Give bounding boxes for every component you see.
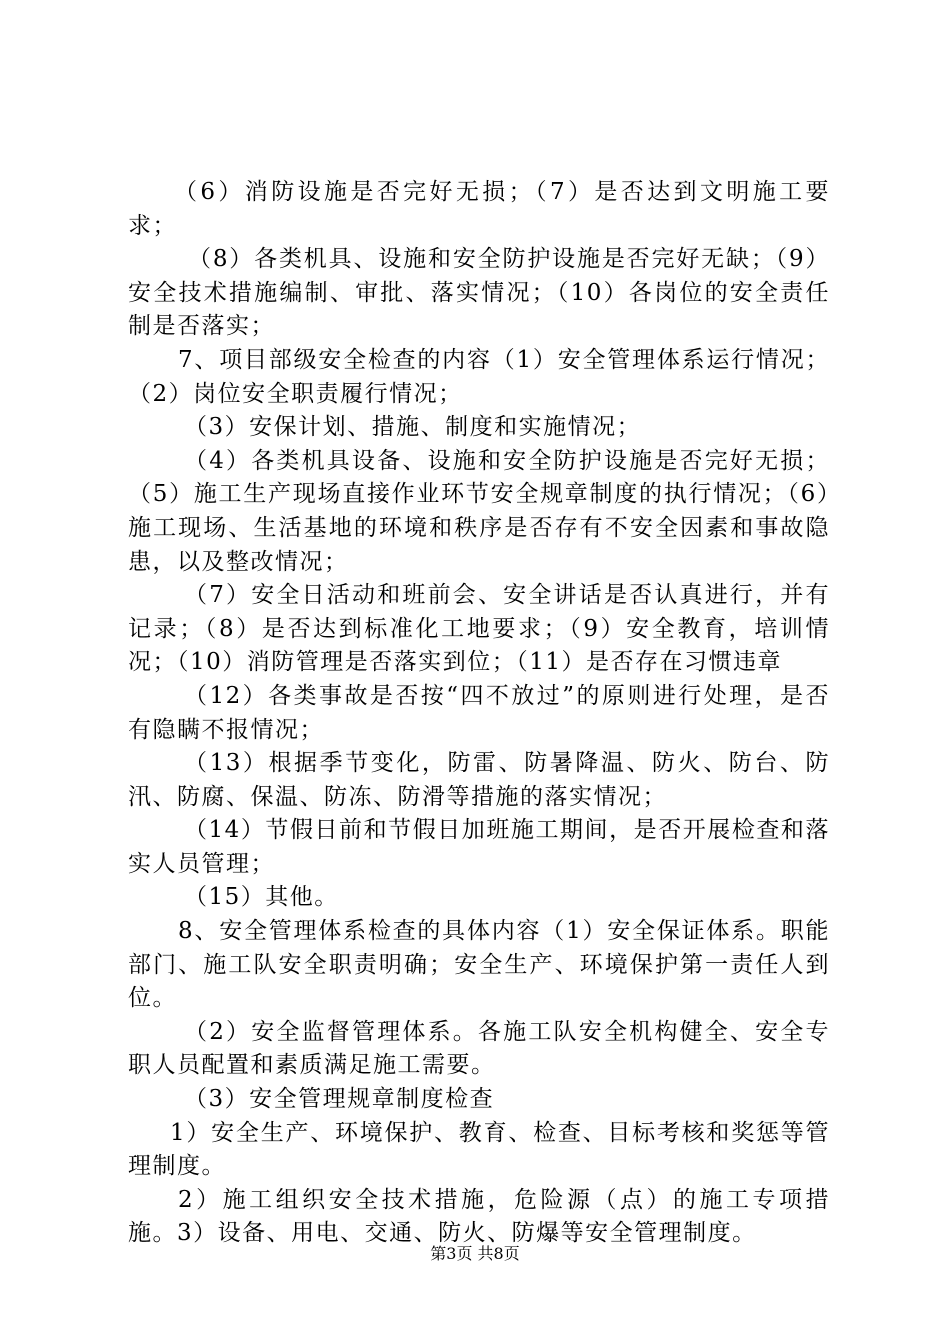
- paragraph: （6）消防设施是否完好无损；（7）是否达到文明施工要求；: [128, 179, 830, 239]
- paragraph: 7、项目部级安全检查的内容（1）安全管理体系运行情况；（2）岗位安全职责履行情况；: [128, 346, 830, 407]
- paragraph: 2）施工组织安全技术措施，危险源（点）的施工专项措施。3）设备、用电、交通、防火、防爆等安全管理制度。: [128, 1186, 830, 1247]
- paragraph: （3）安全管理规章制度检查: [184, 1086, 495, 1113]
- paragraph: （8）各类机具、设施和安全防护设施是否完好无缺；（9）安全技术措施编制、审批、落实情况；（10）各岗位的安全责任制是否落实；: [128, 246, 830, 340]
- paragraph: （14）节假日前和节假日加班施工期间，是否开展检查和落实人员管理；: [128, 817, 830, 877]
- paragraph: （15）其他。: [184, 884, 339, 911]
- page-footer: [0, 1244, 950, 1264]
- paragraph: （4）各类机具设备、设施和安全防护设施是否完好无损；（5）施工生产现场直接作业环节安全规章制度的执行情况；（6）施工现场、生活基地的环境和秩序是否存有不安全因素和事故隐患，以及整改情况；: [128, 447, 830, 575]
- paragraph: （12）各类事故是否按“四不放过”的原则进行处理，是否有隐瞒不报情况；: [128, 682, 830, 743]
- paragraph: （7）安全日活动和班前会、安全讲话是否认真进行，并有记录；（8）是否达到标准化工地要求；（9）安全教育，培训情况；（10）消防管理是否落实到位；（11）是否存在习惯违章: [128, 582, 830, 676]
- page-number-label: 第3页 共8页: [430, 1244, 520, 1263]
- paragraph: （2）安全监督管理体系。各施工队安全机构健全、安全专职人员配置和素质满足施工需要。: [128, 1018, 830, 1079]
- paragraph: （13）根据季节变化，防雷、防暑降温、防火、防台、防汛、防腐、保温、防冻、防滑等措施的落实情况；: [128, 750, 830, 810]
- paragraph: 8、安全管理体系检查的具体内容（1）安全保证体系。职能部门、施工队安全职责明确；安全生产、环境保护第一责任人到位。: [128, 918, 830, 1012]
- document-body: [128, 176, 830, 1251]
- paragraph: 1）安全生产、环境保护、教育、检查、目标考核和奖惩等管理制度。: [128, 1119, 830, 1180]
- paragraph: （3）安保计划、措施、制度和实施情况；: [184, 414, 642, 441]
